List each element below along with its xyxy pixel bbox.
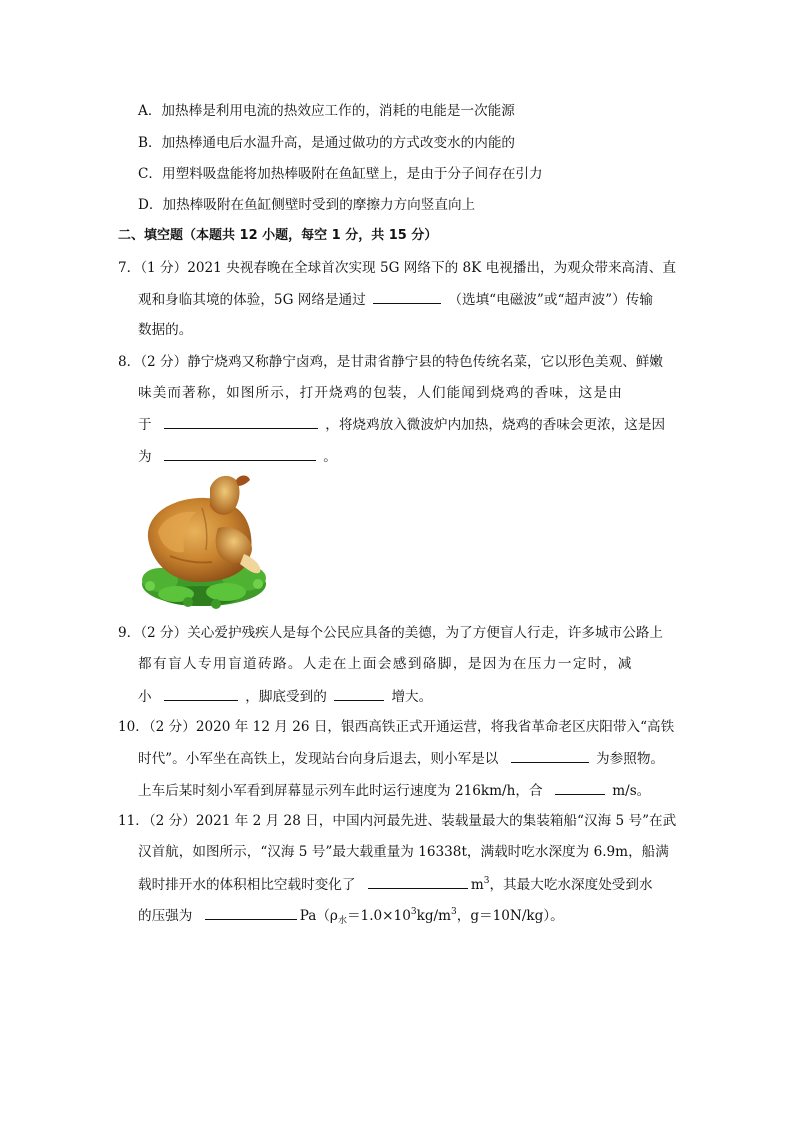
q9-blank-1[interactable] [164, 686, 238, 701]
q9-line-2: 都有盲人专用盲道砖路。人走在上面会感到硌脚，是因为在压力一定时，减 [138, 656, 633, 672]
option-a: A．加热棒是利用电流的热效应工作的，消耗的电能是一次能源 [138, 103, 515, 119]
q11-density-b: kg/m [416, 908, 452, 924]
chicken-body [148, 476, 260, 583]
q10-blank-2[interactable] [555, 780, 605, 795]
q9-text-b: ，脚底受到的 [245, 689, 327, 705]
option-c: C．用塑料吸盘能将加热棒吸附在鱼缸壁上，是由于分子间存在引力 [138, 166, 543, 182]
q10-text-b: 为参照物。 [596, 751, 665, 767]
q7-blank[interactable] [373, 289, 441, 304]
q7-line-2 [138, 289, 653, 310]
q11-line-3 [138, 874, 653, 895]
q11-text-b: ，其最大吃水深度处受到水 [489, 877, 653, 893]
q11-unit-pa: Pa（ρ [299, 908, 338, 924]
q8-text-c: 为 [138, 449, 152, 465]
q11-sub-water: 水 [337, 916, 347, 926]
q9-text-a: 小 [138, 689, 152, 705]
option-d: D．加热棒吸附在鱼缸侧壁时受到的摩擦力方向竖直向上 [138, 197, 476, 213]
q11-line-1: 11．（2 分）2021 年 2 月 28 日，中国内河最先进、装载量最大的集装箱船“汉海 5 号”在武 [118, 813, 677, 829]
q10-blank-1[interactable] [511, 748, 589, 763]
q9-blank-2[interactable] [334, 686, 384, 701]
q9-text-c: 增大。 [391, 689, 433, 705]
q10-text-d: m/s。 [612, 783, 651, 799]
q11-line-4 [138, 905, 564, 926]
q8-line-3 [138, 414, 665, 435]
q8-line-1: 8．（2 分）静宁烧鸡又称静宁卤鸡，是甘肃省静宁县的特色传统名菜，它以形色美观、鲜嫩 [118, 354, 663, 370]
q11-sup-3b: 3 [410, 907, 417, 917]
q8-blank-1[interactable] [164, 414, 318, 429]
q7-text-a: 观和身临其境的体验，5G 网络是通过 [138, 292, 366, 308]
option-b: B．加热棒通电后水温升高，是通过做功的方式改变水的内能的 [138, 135, 516, 151]
q11-sup-3c: 3 [451, 907, 457, 917]
section-heading: 二、填空题（本题共 12 小题，每空 1 分，共 15 分） [118, 228, 438, 243]
q11-sup-3a: 3 [483, 876, 490, 886]
q7-line-3: 数据的。 [138, 322, 193, 338]
q9-line-1: 9．（2 分）关心爱护残疾人是每个公民应具备的美德，为了方便盲人行走，许多城市公路上 [118, 625, 663, 641]
q8-text-b: ，将烧鸡放入微波炉内加热，烧鸡的香味会更浓，这是因 [325, 417, 666, 433]
q11-unit-m3: m [470, 877, 484, 893]
q10-text-c: 上车后某时刻小军看到屏幕显示列车此时运行速度为 216km/h，合 [138, 783, 543, 799]
q11-blank-1[interactable] [368, 874, 468, 889]
q8-line-4 [138, 446, 337, 467]
q11-text-c: 的压强为 [138, 908, 193, 924]
q8-line-2: 味美而著称，如图所示，打开烧鸡的包装，人们能闻到烧鸡的香味，这是由 [138, 385, 623, 401]
q10-line-2 [138, 748, 664, 769]
q11-text-a: 载时排开水的体积相比空载时变化了 [138, 877, 356, 893]
q7-line-1: 7．（1 分）2021 央视春晚在全球首次实现 5G 网络下的 8K 电视播出，为观众带来高清、直 [118, 260, 676, 276]
q8-blank-2[interactable] [164, 446, 316, 461]
q10-line-3 [138, 780, 650, 801]
q8-text-d: 。 [323, 449, 337, 465]
q10-text-a: 时代”。小军坐在高铁上，发现站台向身后退去，则小军是以 [138, 751, 499, 767]
q10-line-1: 10．（2 分）2020 年 12 月 26 日，银西高铁正式开通运营，将我省革命老区庆阳带入“高铁 [118, 719, 675, 735]
q11-density-a: ＝1.0×10 [346, 908, 411, 924]
q7-text-b: （选填“电磁波”或“超声波”）传输 [448, 292, 653, 308]
q11-line-2: 汉首航，如图所示，“汉海 5 号”最大载重量为 16338t，满载时吃水深度为 6.9m，船满 [138, 844, 669, 860]
q9-line-3 [138, 686, 432, 707]
roast-chicken-image [140, 468, 268, 616]
q11-density-c: ，g＝10N/kg）。 [456, 908, 564, 924]
q8-text-a: 于 [138, 417, 152, 433]
q11-blank-2[interactable] [205, 905, 297, 920]
